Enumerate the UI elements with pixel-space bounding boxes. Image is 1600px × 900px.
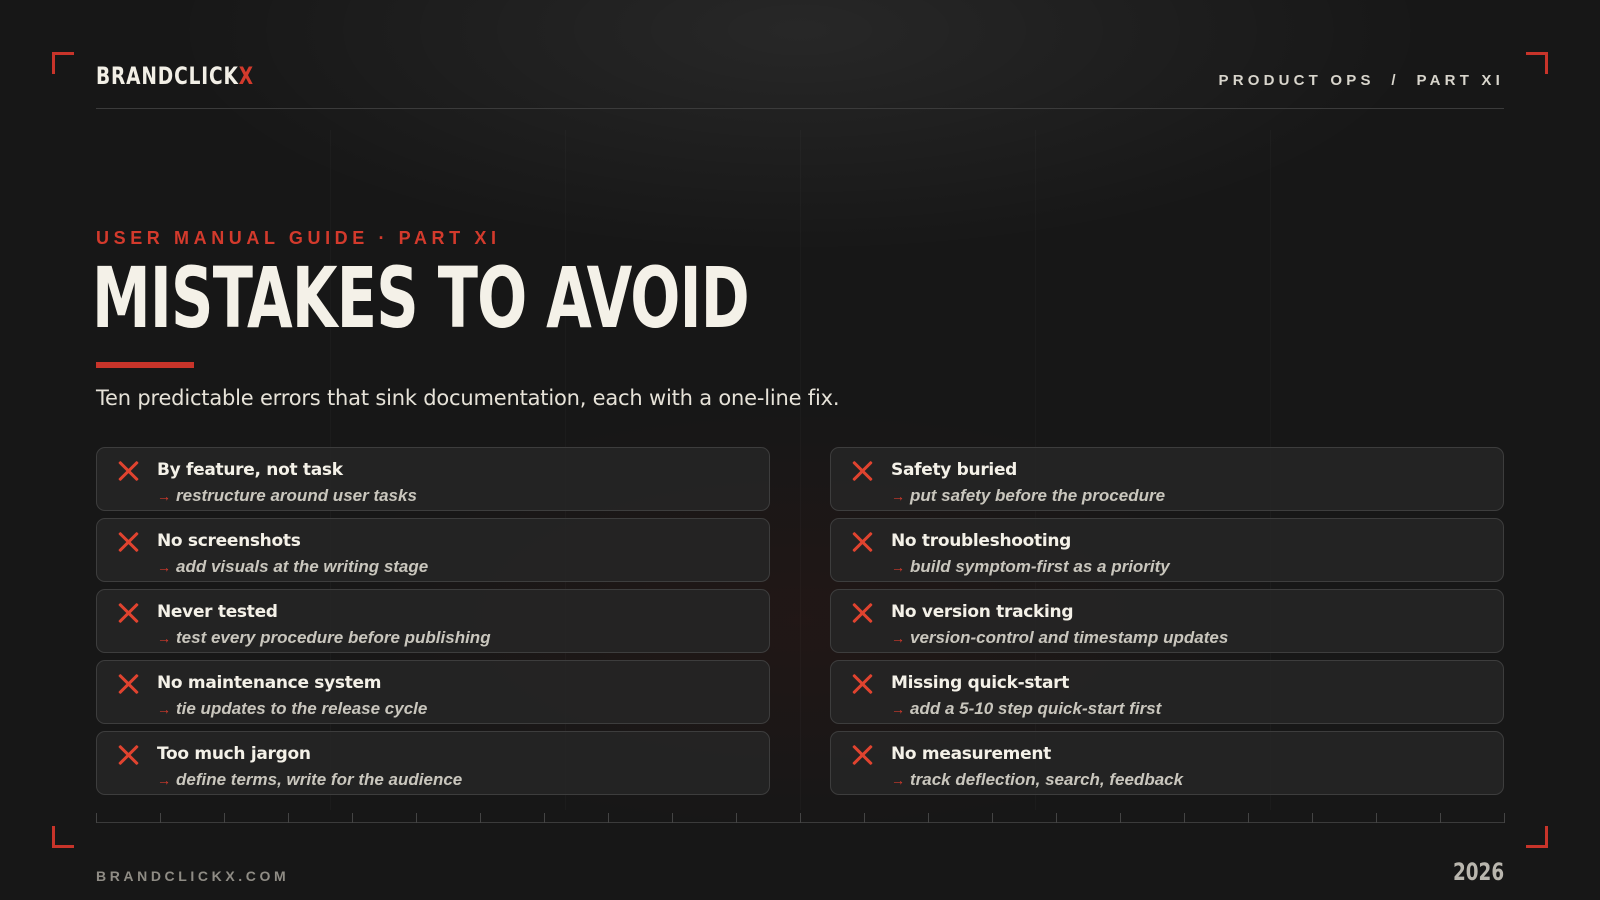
ruler-tick [1312, 813, 1313, 823]
mistake-fix-text: put safety before the procedure [910, 486, 1166, 505]
ruler-tick [1376, 813, 1377, 823]
ruler-tick [1056, 813, 1057, 823]
corner-bracket-top-left [52, 52, 74, 74]
mistake-fix-text: add visuals at the writing stage [176, 557, 429, 576]
page-subtitle: Ten predictable errors that sink documentation, each with a one-line fix. [96, 386, 840, 410]
mistake-fix [891, 557, 1170, 577]
mistake-card [830, 660, 1504, 724]
logo-text: BRANDCLICK [96, 62, 239, 90]
brand-logo [96, 62, 254, 90]
mistake-fix-text: test every procedure before publishing [176, 628, 491, 647]
x-icon [849, 671, 875, 697]
x-icon [115, 600, 141, 626]
corner-bracket-bottom-right [1526, 826, 1548, 848]
mistake-fix [157, 770, 462, 790]
mistake-title: No screenshots [157, 531, 301, 551]
mistake-card [96, 447, 770, 511]
mistake-card [830, 731, 1504, 795]
x-icon [115, 671, 141, 697]
mistake-title: Missing quick-start [891, 673, 1070, 693]
mistake-card [96, 660, 770, 724]
ruler-tick [352, 813, 353, 823]
mistake-title: No troubleshooting [891, 531, 1072, 551]
ruler-tick [928, 813, 929, 823]
ruler-tick [1504, 813, 1505, 823]
ruler-tick [1248, 813, 1249, 823]
arrow-right-icon: → [891, 630, 905, 646]
arrow-right-icon: → [157, 701, 171, 717]
arrow-right-icon: → [891, 559, 905, 575]
ruler-tick [544, 813, 545, 823]
mistakes-grid [96, 447, 1504, 795]
mistake-fix [891, 699, 1161, 719]
mistake-card [830, 589, 1504, 653]
section-label: PRODUCT OPS / PART XI [1218, 72, 1504, 89]
mistake-title: No measurement [891, 744, 1051, 764]
mistake-fix-text: add a 5-10 step quick-start first [910, 699, 1162, 718]
x-icon [849, 742, 875, 768]
ruler-tick [736, 813, 737, 823]
title-underline [96, 362, 194, 368]
mistake-fix-text: build symptom-first as a priority [910, 557, 1170, 576]
mistake-title: No version tracking [891, 602, 1074, 622]
corner-bracket-top-right [1526, 52, 1548, 74]
arrow-right-icon: → [891, 701, 905, 717]
mistake-title: No maintenance system [157, 673, 382, 693]
ruler-tick [288, 813, 289, 823]
mistake-title: Never tested [157, 602, 278, 622]
mistake-fix [891, 628, 1228, 648]
mistake-fix-text: version-control and timestamp updates [910, 628, 1229, 647]
ruler-tick [800, 813, 801, 823]
footer-tick-ruler [96, 822, 1504, 834]
mistake-fix [157, 699, 427, 719]
mistake-fix [157, 557, 428, 577]
footer-website: BRANDCLICKX.COM [96, 868, 290, 884]
mistake-card [96, 589, 770, 653]
x-icon [849, 458, 875, 484]
ruler-tick [1184, 813, 1185, 823]
ruler-tick [1120, 813, 1121, 823]
x-icon [115, 458, 141, 484]
ruler-tick [224, 813, 225, 823]
x-icon [849, 600, 875, 626]
mistake-title: Safety buried [891, 460, 1018, 480]
mistake-fix [157, 486, 417, 506]
ruler-tick [96, 813, 97, 823]
ruler-tick [864, 813, 865, 823]
x-icon [115, 529, 141, 555]
ruler-tick [992, 813, 993, 823]
x-icon [849, 529, 875, 555]
mistake-title: Too much jargon [157, 744, 311, 764]
eyebrow-label: USER MANUAL GUIDE · PART XI [96, 228, 501, 248]
mistake-fix [891, 486, 1165, 506]
arrow-right-icon: → [891, 488, 905, 504]
arrow-right-icon: → [157, 630, 171, 646]
ruler-tick [1440, 813, 1441, 823]
mistake-fix [891, 770, 1183, 790]
ruler-tick [608, 813, 609, 823]
mistake-card [830, 447, 1504, 511]
mistake-card [830, 518, 1504, 582]
logo-accent: X [238, 62, 254, 90]
ruler-tick [672, 813, 673, 823]
arrow-right-icon: → [891, 772, 905, 788]
ruler-tick [160, 813, 161, 823]
ruler-tick [480, 813, 481, 823]
arrow-right-icon: → [157, 772, 171, 788]
ruler-tick [416, 813, 417, 823]
arrow-right-icon: → [157, 488, 171, 504]
mistake-fix-text: tie updates to the release cycle [176, 699, 428, 718]
mistake-title: By feature, not task [157, 460, 343, 480]
mistake-card [96, 518, 770, 582]
header-divider [96, 108, 1504, 109]
mistake-fix-text: restructure around user tasks [176, 486, 417, 505]
page-title: MISTAKES TO AVOID [92, 249, 749, 347]
mistake-fix [157, 628, 491, 648]
arrow-right-icon: → [157, 559, 171, 575]
footer-year: 2026 [1452, 858, 1504, 886]
x-icon [115, 742, 141, 768]
corner-bracket-bottom-left [52, 826, 74, 848]
mistake-fix-text: define terms, write for the audience [176, 770, 463, 789]
mistake-fix-text: track deflection, search, feedback [910, 770, 1184, 789]
mistake-card [96, 731, 770, 795]
